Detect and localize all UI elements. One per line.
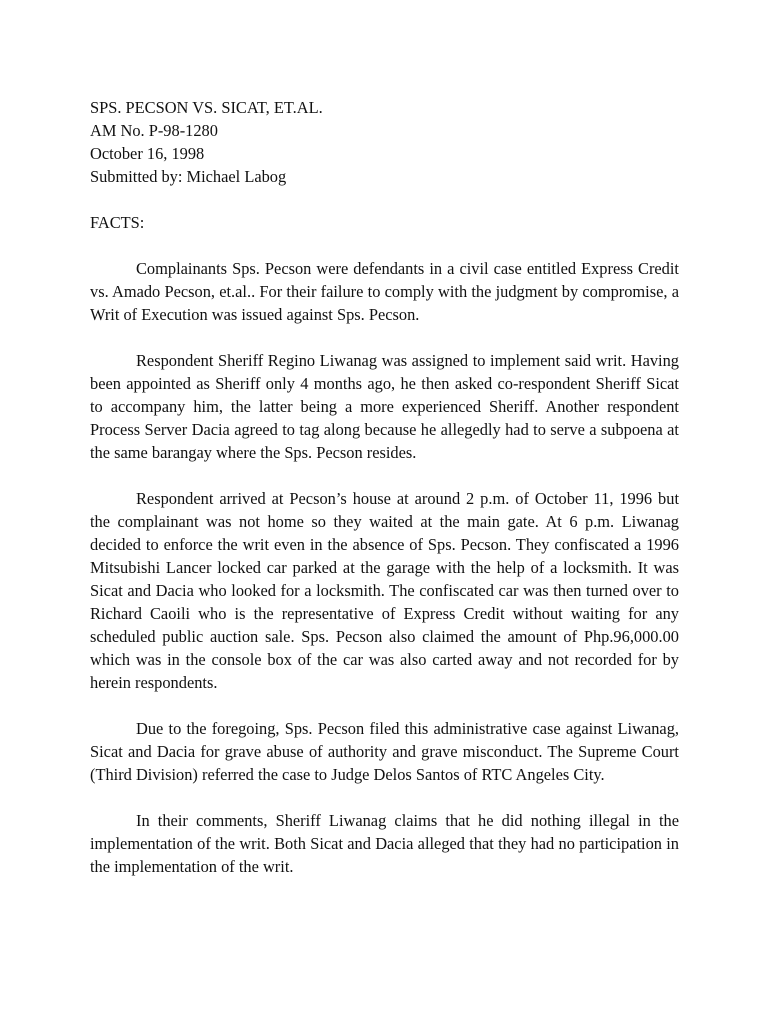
case-title: SPS. PECSON VS. SICAT, ET.AL. [90,98,323,117]
facts-paragraph-2: Respondent Sheriff Regino Liwanag was assigned to implement said writ. Having been appointed as Sheriff only 4 months ago, he then asked co-respondent Sheriff Sicat to accompany him, the latter being a more experienced Sheriff. Another respondent Process Server Dacia agreed to tag along because he allegedly had to serve a subpoena at the same barangay where the Sps. Pecson resides. [90,351,679,462]
facts-body [90,257,679,878]
facts-paragraph-3: Respondent arrived at Pecson’s house at around 2 p.m. of October 11, 1996 but the complainant was not home so they waited at the main gate. At 6 p.m. Liwanag decided to enforce the writ even in the absence of Sps. Pecson. They confiscated a 1996 Mitsubishi Lancer locked car parked at the garage with the help of a locksmith. It was Sicat and Dacia who looked for a locksmith. The confiscated car was then turned over to Richard Caoili who is the representative of Express Credit without waiting for any scheduled public auction sale. Sps. Pecson also claimed the amount of Php.96,000.00 which was in the console box of the car was also carted away and not recorded for by herein respondents. [90,489,679,692]
facts-paragraph-5: In their comments, Sheriff Liwanag claims that he did nothing illegal in the implementation of the writ. Both Sicat and Dacia alleged that they had no participation in the implementation of the writ. [90,811,679,876]
decision-date: October 16, 1998 [90,144,205,163]
facts-paragraph-1: Complainants Sps. Pecson were defendants in a civil case entitled Express Credit vs. Amado Pecson, et.al.. For their failure to comply with the judgment by compromise, a Writ of Execution was issued against Sps. Pecson. [90,259,679,324]
document-header [90,96,679,188]
case-number: AM No. P-98-1280 [90,121,218,140]
facts-paragraph-4: Due to the foregoing, Sps. Pecson filed this administrative case against Liwanag, Sicat and Dacia for grave abuse of authority and grave misconduct. The Supreme Court (Third Division) referred the case to Judge Delos Santos of RTC Angeles City. [90,719,679,784]
submitted-by: Submitted by: Michael Labog [90,167,287,186]
document-page [90,96,679,901]
facts-heading: FACTS: [90,213,145,232]
